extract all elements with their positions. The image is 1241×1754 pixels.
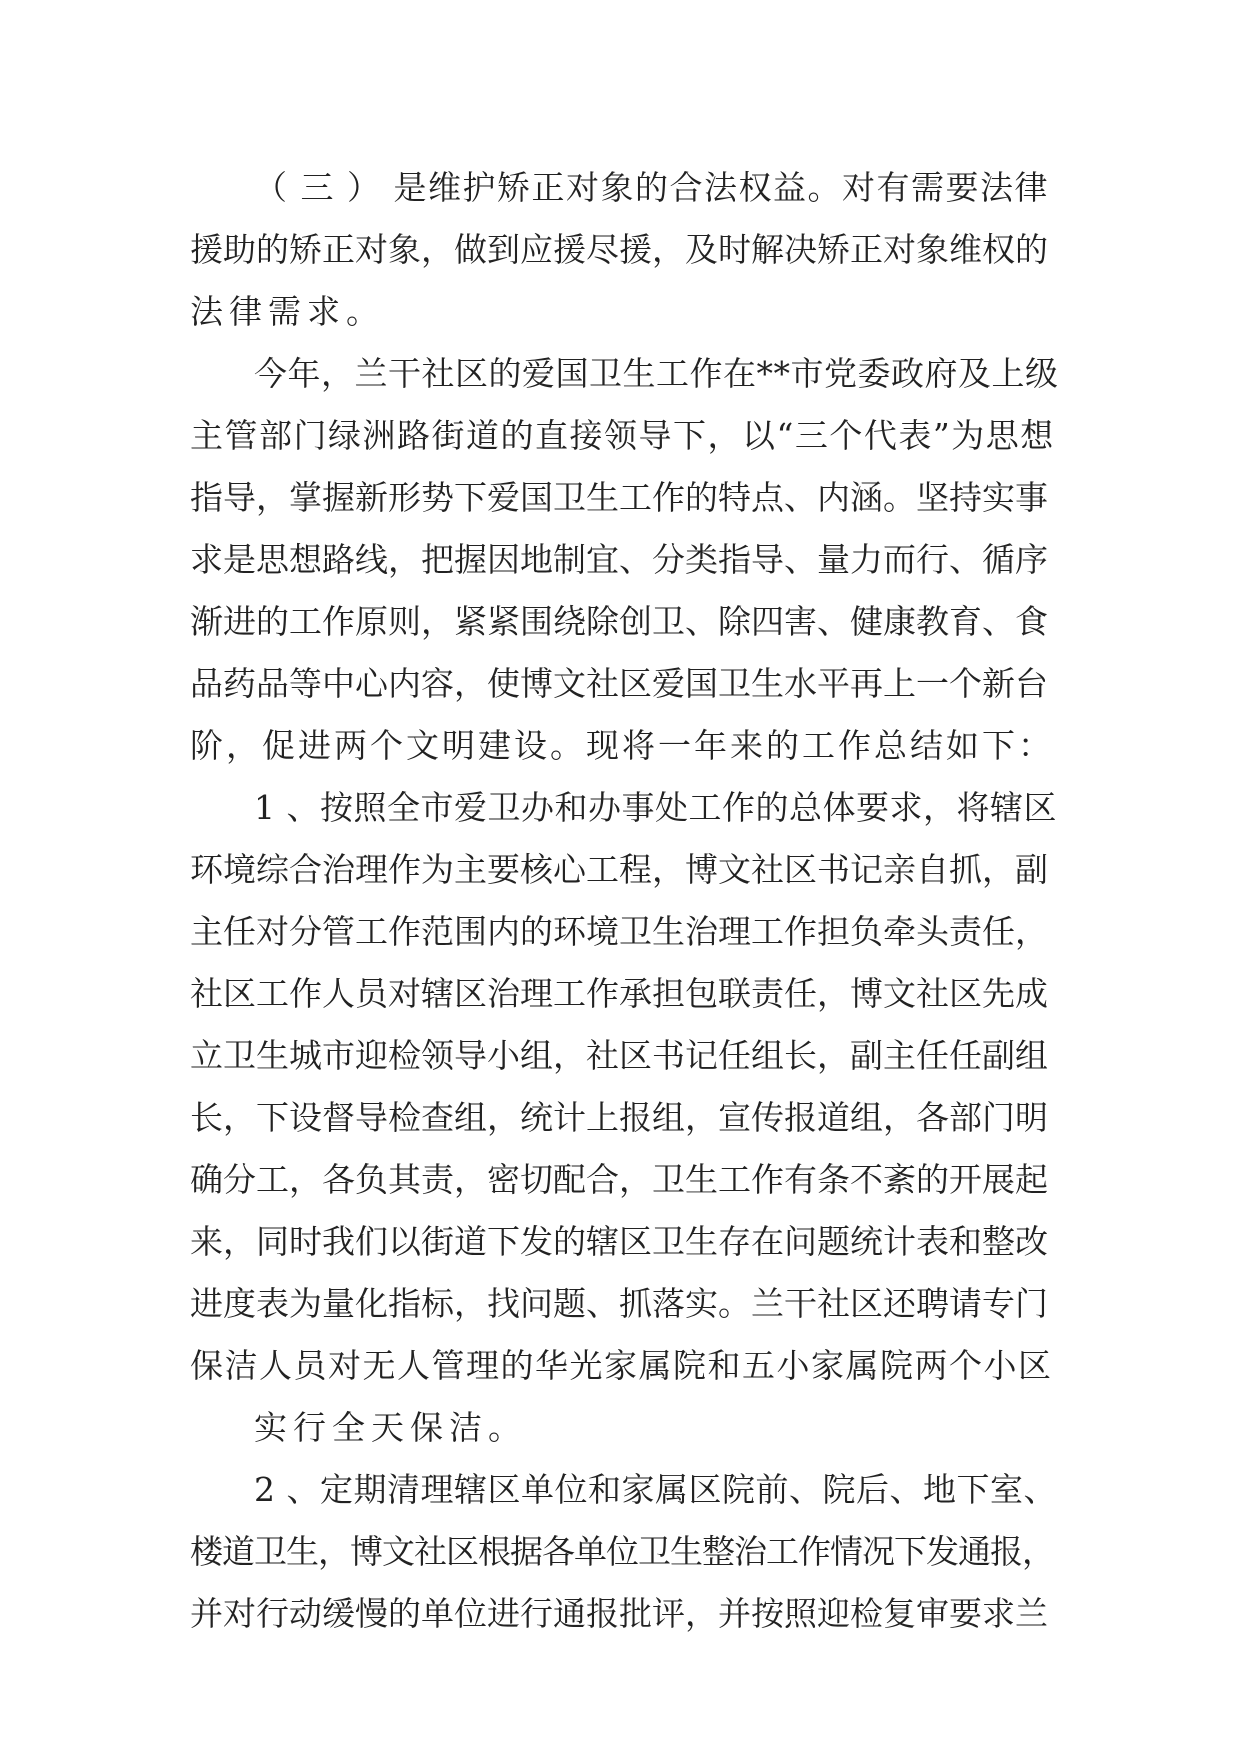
paragraph-line: 阶，促进两个文明建设。现将一年来的工作总结如下： bbox=[190, 726, 1054, 765]
paragraph-line: 并对行动缓慢的单位进行通报批评，并按照迎检复审要求兰 bbox=[190, 1594, 1048, 1633]
paragraph-line: 确分工，各负其责，密切配合，卫生工作有条不紊的开展起 bbox=[190, 1160, 1048, 1199]
paragraph-line: 来，同时我们以街道下发的辖区卫生存在问题统计表和整改 bbox=[190, 1222, 1048, 1261]
document-body bbox=[190, 157, 1060, 1645]
paragraph-line: 渐进的工作原则，紧紧围绕除创卫、除四害、健康教育、食 bbox=[190, 602, 1048, 641]
paragraph-line: 法律需求。 bbox=[190, 292, 385, 331]
paragraph-line: 立卫生城市迎检领导小组，社区书记任组长，副主任任副组 bbox=[190, 1036, 1048, 1075]
paragraph-line: 进度表为量化指标，找问题、抓落实。兰干社区还聘请专门 bbox=[190, 1284, 1048, 1323]
paragraph-line: 长，下设督导检查组，统计上报组，宣传报道组，各部门明 bbox=[190, 1098, 1048, 1137]
paragraph-line: 指导，掌握新形势下爱国卫生工作的特点、内涵。坚持实事 bbox=[190, 478, 1048, 517]
paragraph-line: 主管部门绿洲路街道的直接领导下，以“三个代表”为思想 bbox=[190, 416, 1055, 455]
paragraph-line: 援助的矫正对象，做到应援尽援，及时解决矫正对象维权的 bbox=[190, 230, 1048, 269]
paragraph-line: 保洁人员对无人管理的华光家属院和五小家属院两个小区 bbox=[190, 1346, 1053, 1385]
paragraph-line: 2 、定期清理辖区单位和家属区院前、院后、地下室、 bbox=[254, 1470, 1057, 1509]
paragraph-line: 今年，兰干社区的爱国卫生工作在**市党委政府及上级 bbox=[254, 354, 1059, 393]
paragraph-line: 楼道卫生，博文社区根据各单位卫生整治工作情况下发通报， bbox=[190, 1532, 1054, 1571]
paragraph-line: 主任对分管工作范围内的环境卫生治理工作担负牵头责任， bbox=[190, 912, 1048, 951]
paragraph-line: 实行全天保洁。 bbox=[254, 1408, 527, 1447]
paragraph-line: 1 、按照全市爱卫办和办事处工作的总体要求，将辖区 bbox=[254, 788, 1057, 827]
paragraph-line: 求是思想路线，把握因地制宜、分类指导、量力而行、循序 bbox=[190, 540, 1048, 579]
paragraph-line: 环境综合治理作为主要核心工程，博文社区书记亲自抓，副 bbox=[190, 850, 1048, 889]
paragraph-line: 社区工作人员对辖区治理工作承担包联责任，博文社区先成 bbox=[190, 974, 1048, 1013]
paragraph-line: 品药品等中心内容，使博文社区爱国卫生水平再上一个新台 bbox=[190, 664, 1048, 703]
paragraph-line: （ 三 ） 是维护矫正对象的合法权益。对有需要法律 bbox=[254, 168, 1049, 207]
